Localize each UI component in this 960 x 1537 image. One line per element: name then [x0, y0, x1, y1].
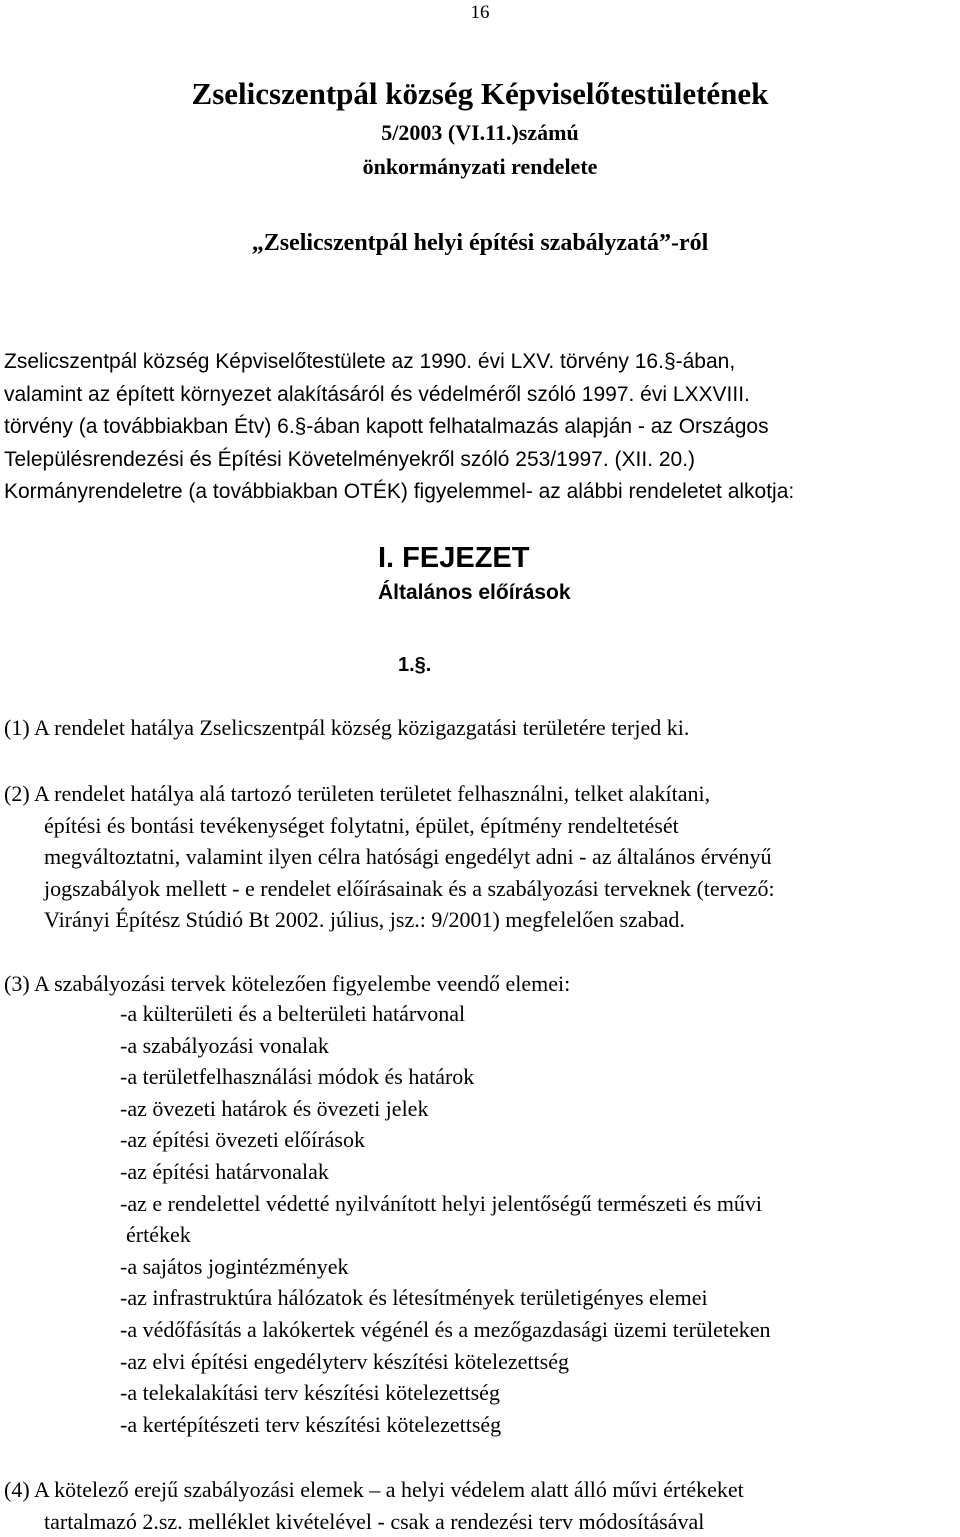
- paragraph-line: (1) A rendelet hatálya Zselicszentpál község közigazgatási területére terjed ki.: [4, 715, 690, 740]
- list-item: -a külterületi és a belterületi határvonal: [120, 1001, 466, 1026]
- list-item-text: -az e rendelettel védetté nyilvánított helyi jelentőségű természeti és művi: [120, 1190, 763, 1216]
- list-item: -a szabályozási vonalak: [120, 1032, 329, 1058]
- paragraph-line: megváltoztatni, valamint ilyen célra hatósági engedélyt adni - az általános érvényű: [44, 844, 772, 870]
- paragraph-2: [4, 778, 956, 936]
- list-item: [120, 1188, 950, 1251]
- preamble: [4, 346, 960, 509]
- decree-title-main: Zselicszentpál község Képviselőtestületének: [191, 76, 769, 111]
- preamble-line: törvény (a továbbiakban Étv) 6.§-ában kapott felhatalmazás alapján - az Országos: [4, 415, 769, 438]
- chapter-title: I. FEJEZET: [378, 542, 530, 574]
- required-elements-list: [120, 998, 950, 1440]
- list-item: -az építési határvonalak: [120, 1158, 329, 1184]
- list-item: -a védőfásítás a lakókertek végénél és a mezőgazdasági üzemi területeken: [120, 1316, 771, 1342]
- paragraph-line: Virányi Építész Stúdió Bt 2002. július, jsz.: 9/2001) megfelelően szabad.: [44, 907, 685, 933]
- paragraph-4: [4, 1474, 956, 1537]
- list-item: -a területfelhasználási módok és határok: [120, 1064, 475, 1090]
- list-item: -az övezeti határok és övezeti jelek: [120, 1095, 429, 1121]
- list-item: -az építési övezeti előírások: [120, 1127, 365, 1153]
- paragraph-line: építési és bontási tevékenységet folytatni, épület, építmény rendeltetését: [44, 812, 679, 838]
- list-item: -az elvi építési engedélyterv készítési kötelezettség: [120, 1348, 569, 1374]
- paragraph-3: [4, 968, 956, 1000]
- paragraph-line: jogszabályok mellett - e rendelet előírásainak és a szabályozási terveknek (tervező:: [44, 875, 775, 901]
- page-number: 16: [470, 2, 490, 23]
- preamble-line: Településrendezési és Építési Követelményekről szóló 253/1997. (XII. 20.): [4, 447, 696, 471]
- paragraph-line: (4) A kötelező erejű szabályozási elemek – a helyi védelem alatt álló művi értékeket: [4, 1477, 744, 1502]
- decree-title-block: [0, 72, 960, 184]
- preamble-line: valamint az épített környezet alakításáról és védelméről szóló 1997. évi LXXVIII.: [4, 382, 750, 406]
- list-item: -a telekalakítási terv készítési kötelezettség: [120, 1380, 500, 1406]
- paragraph-1: [4, 712, 956, 744]
- preamble-line: Zselicszentpál község Képviselőtestülete az 1990. évi LXV. törvény 16.§-ában,: [4, 350, 736, 373]
- chapter-heading: [378, 540, 638, 608]
- section-number: 1.§.: [398, 654, 432, 676]
- list-item: -a sajátos jogintézmények: [120, 1253, 349, 1279]
- decree-kind: önkormányzati rendelete: [362, 154, 598, 179]
- chapter-subtitle: Általános előírások: [378, 581, 571, 604]
- list-item: -az infrastruktúra hálózatok és létesítmények területigényes elemei: [120, 1285, 708, 1311]
- decree-number: 5/2003 (VI.11.)számú: [381, 120, 579, 145]
- list-item-continuation: értékek: [126, 1222, 191, 1248]
- paragraph-line: (2) A rendelet hatálya alá tartozó területen területet felhasználni, telket alakítani,: [4, 781, 711, 806]
- list-item: -a kertépítészeti terv készítési kötelezettség: [120, 1411, 502, 1437]
- preamble-line: Kormányrendeletre (a továbbiakban OTÉK) figyelemmel- az alábbi rendeletet alkotja:: [4, 480, 795, 503]
- decree-subject: „Zselicszentpál helyi építési szabályzatá”-ról: [251, 230, 709, 256]
- paragraph-line: (3) A szabályozási tervek kötelezően figyelembe veendő elemei:: [4, 971, 571, 996]
- paragraph-line: tartalmazó 2.sz. melléklet kivételével - csak a rendezési terv módosításával: [44, 1508, 705, 1534]
